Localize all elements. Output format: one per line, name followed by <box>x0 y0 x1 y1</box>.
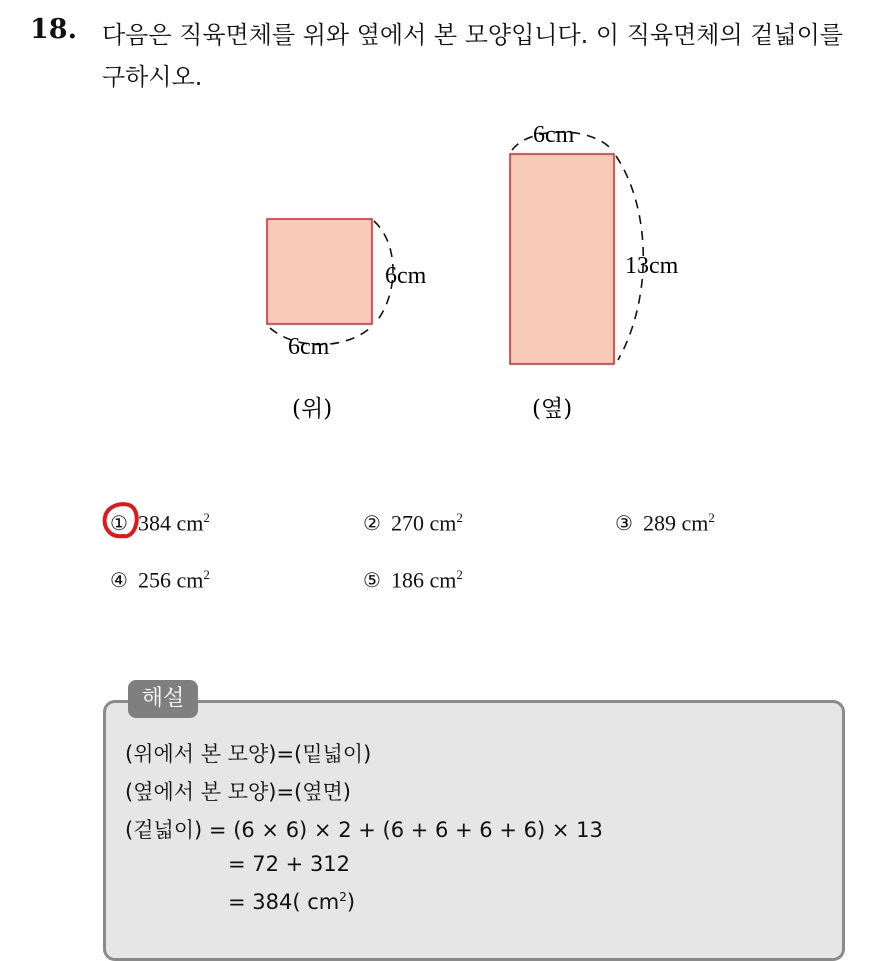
choice-number: ⑤ <box>363 568 381 593</box>
solution-line-5-close: ) <box>346 890 356 914</box>
choice-exponent: 2 <box>203 510 210 525</box>
choice-exponent: 2 <box>203 567 210 582</box>
choice-exponent: 2 <box>456 510 463 525</box>
cuboid-views-figure <box>0 0 884 460</box>
choice-unit: cm <box>429 567 457 593</box>
choice-value: 384 <box>137 510 171 536</box>
answer-circle-mark <box>101 500 141 540</box>
choice-value: 256 <box>137 567 171 593</box>
choice-number: ③ <box>615 511 633 536</box>
top-view-square <box>267 219 372 324</box>
choice-2[interactable] <box>363 510 463 536</box>
choice-value: 270 <box>390 510 424 536</box>
solution-line-2: (옆에서 본 모양)=(옆면) <box>125 780 352 804</box>
choice-unit: cm <box>429 510 457 536</box>
side-view-top-label: 6cm <box>533 122 575 148</box>
question-text: 다음은 직육면체를 위와 옆에서 본 모양입니다. 이 직육면체의 겉넓이를 구하시오. <box>102 21 843 91</box>
solution-line-3: (겉넓이) = (6 × 6) × 2 + (6 + 6 + 6 + 6) × 13 <box>125 818 603 842</box>
side-view-rectangle <box>510 154 614 364</box>
solution-line-1: (위에서 본 모양)=(밑넓이) <box>125 742 372 766</box>
choice-exponent: 2 <box>708 510 715 525</box>
side-view-caption: (옆) <box>532 396 573 422</box>
side-view-side-label: 13cm <box>625 253 679 279</box>
choice-unit: cm <box>176 567 204 593</box>
solution-line-5 <box>228 890 355 914</box>
solution-line-4: = 72 + 312 <box>228 852 351 876</box>
choice-3[interactable] <box>615 510 715 536</box>
choice-5[interactable] <box>363 567 463 593</box>
choice-number: ① <box>110 511 128 536</box>
question-number: 18. <box>30 14 77 45</box>
top-view-side-label: 6cm <box>385 263 427 289</box>
solution-tag: 해설 <box>128 680 198 718</box>
top-view-caption: (위) <box>292 396 333 422</box>
solution-line-5-value: = 384( cm <box>228 890 340 914</box>
choice-unit: cm <box>176 510 204 536</box>
top-view-bottom-label: 6cm <box>288 334 330 360</box>
choice-number: ④ <box>110 568 128 593</box>
choice-4[interactable] <box>110 567 210 593</box>
choice-unit: cm <box>681 510 709 536</box>
choice-number: ② <box>363 511 381 536</box>
choice-value: 186 <box>390 567 424 593</box>
choice-exponent: 2 <box>456 567 463 582</box>
solution-line-5-exponent: 2 <box>339 890 347 904</box>
choice-value: 289 <box>642 510 676 536</box>
